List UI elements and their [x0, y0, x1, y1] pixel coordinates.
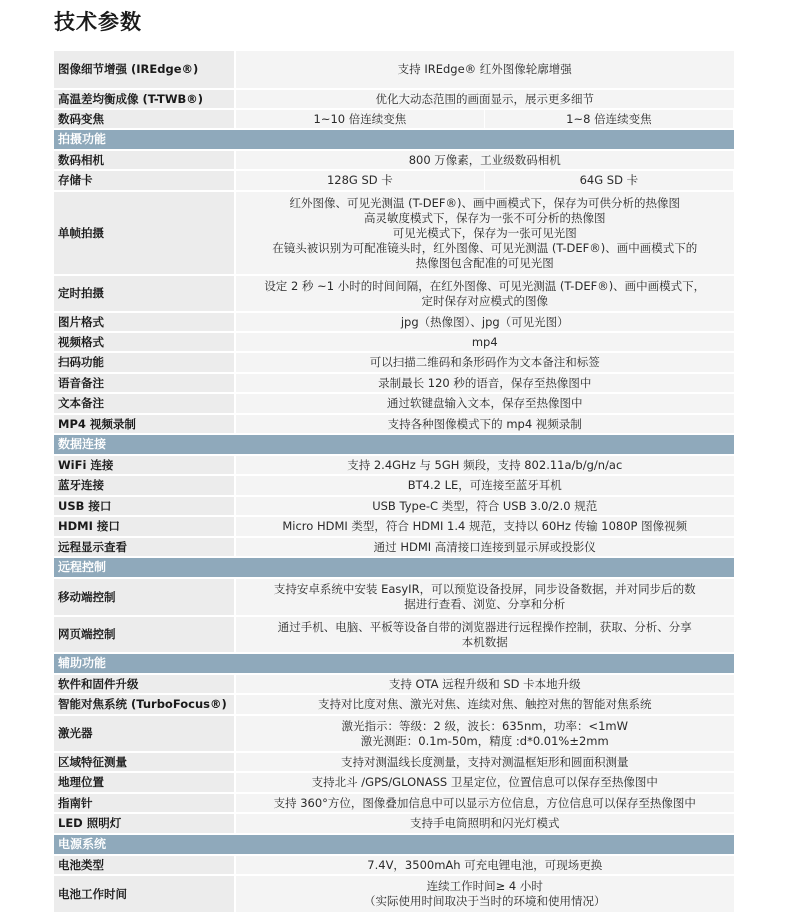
spec-label: 软件和固件升级 [54, 674, 235, 694]
spec-label: 激光器 [54, 715, 235, 752]
spec-label: 图像细节增强 (IREdge®) [54, 51, 235, 89]
spec-label: 单帧拍摄 [54, 191, 235, 275]
section-title: 拍摄功能 [54, 129, 734, 150]
spec-label: 智能对焦系统 (TurboFocus®) [54, 694, 235, 715]
spec-row [54, 674, 734, 694]
spec-row [54, 332, 734, 352]
spec-label: 指南针 [54, 793, 235, 813]
spec-label: 数码相机 [54, 150, 235, 170]
spec-row [54, 578, 734, 616]
spec-row [54, 537, 734, 557]
spec-label: 高温差均衡成像 (T-TWB®) [54, 89, 235, 109]
spec-value: 通过软键盘输入文本，保存至热像图中 [235, 393, 734, 414]
spec-row [54, 414, 734, 434]
spec-value: 支持北斗 /GPS/GLONASS 卫星定位，位置信息可以保存至热像图中 [235, 772, 734, 793]
section-title: 辅助功能 [54, 653, 734, 674]
spec-row [54, 373, 734, 393]
spec-row [54, 170, 734, 191]
spec-row [54, 312, 734, 332]
section-title: 远程控制 [54, 557, 734, 578]
spec-row [54, 475, 734, 496]
spec-value: 红外图像、可见光测温 (T-DEF®)、画中画模式下，保存为可供分析的热像图 高灵敏度模式下，保存为一张不可分析的热像图 可见光模式下，保存为一张可见光图 在镜头被识别为可配准镜头时，红外图像、可见光测温 (T-DEF®)、画中画模式下的 热像图包含配准的可见光图 [235, 191, 734, 275]
section-title: 电源系统 [54, 834, 734, 855]
spec-row [54, 275, 734, 312]
spec-value: 支持 OTA 远程升级和 SD 卡本地升级 [235, 674, 734, 694]
spec-value: 设定 2 秒 ~1 小时的时间间隔，在红外图像、可见光测温 (T-DEF®)、画中画模式下， 定时保存对应模式的图像 [235, 275, 734, 312]
spec-value: 支持 IREdge® 红外图像轮廓增强 [235, 51, 734, 89]
spec-row [54, 51, 734, 89]
spec-label: WiFi 连接 [54, 455, 235, 475]
spec-row [54, 393, 734, 414]
spec-row [54, 772, 734, 793]
spec-value: 128G SD 卡 [235, 170, 484, 191]
spec-row [54, 496, 734, 516]
section-header [54, 129, 734, 150]
spec-label: 区域特征测量 [54, 752, 235, 772]
spec-row [54, 855, 734, 875]
spec-value: 800 万像素，工业级数码相机 [235, 150, 734, 170]
spec-label: 视频格式 [54, 332, 235, 352]
spec-row [54, 694, 734, 715]
spec-label: 定时拍摄 [54, 275, 235, 312]
spec-value: 优化大动态范围的画面显示，展示更多细节 [235, 89, 734, 109]
spec-row [54, 455, 734, 475]
section-header [54, 557, 734, 578]
spec-value: 连续工作时间≥ 4 小时 （实际使用时间取决于当时的环境和使用情况） [235, 875, 734, 913]
spec-label: LED 照明灯 [54, 813, 235, 834]
section-title: 数据连接 [54, 434, 734, 455]
spec-value: 支持对比度对焦、激光对焦、连续对焦、触控对焦的智能对焦系统 [235, 694, 734, 715]
spec-label: 移动端控制 [54, 578, 235, 616]
spec-row [54, 752, 734, 772]
spec-label: 蓝牙连接 [54, 475, 235, 496]
spec-value: 支持 2.4GHz 与 5GH 频段，支持 802.11a/b/g/n/ac [235, 455, 734, 475]
spec-value: 通过 HDMI 高清接口连接到显示屏或投影仪 [235, 537, 734, 557]
spec-value: 1~8 倍连续变焦 [484, 109, 733, 129]
spec-row [54, 89, 734, 109]
spec-value: 支持各种图像模式下的 mp4 视频录制 [235, 414, 734, 434]
spec-value: USB Type-C 类型，符合 USB 3.0/2.0 规范 [235, 496, 734, 516]
section-header [54, 653, 734, 674]
spec-row [54, 793, 734, 813]
spec-row [54, 191, 734, 275]
spec-label: 远程显示查看 [54, 537, 235, 557]
spec-value: 激光指示：等级：2 级，波长：635nm，功率：<1mW 激光测距：0.1m-50m，精度 :d*0.01%±2mm [235, 715, 734, 752]
spec-label: MP4 视频录制 [54, 414, 235, 434]
spec-label: USB 接口 [54, 496, 235, 516]
spec-row [54, 352, 734, 373]
spec-value: 录制最长 120 秒的语音，保存至热像图中 [235, 373, 734, 393]
spec-value: 通过手机、电脑、平板等设备自带的浏览器进行远程操作控制，获取、分析、分享 本机数据 [235, 616, 734, 653]
spec-value: jpg（热像图）、jpg（可见光图） [235, 312, 734, 332]
spec-value: 支持对测温线长度测量，支持对测温框矩形和圆面积测量 [235, 752, 734, 772]
spec-row [54, 715, 734, 752]
spec-value: 64G SD 卡 [484, 170, 733, 191]
section-header [54, 834, 734, 855]
section-header [54, 434, 734, 455]
spec-row [54, 150, 734, 170]
spec-value: 支持手电筒照明和闪光灯模式 [235, 813, 734, 834]
spec-value: Micro HDMI 类型，符合 HDMI 1.4 规范，支持以 60Hz 传输 1080P 图像视频 [235, 516, 734, 537]
spec-label: 电池工作时间 [54, 875, 235, 913]
spec-label: 电池类型 [54, 855, 235, 875]
spec-row [54, 616, 734, 653]
spec-row [54, 109, 734, 129]
spec-table [54, 51, 734, 914]
spec-value: 7.4V，3500mAh 可充电锂电池，可现场更换 [235, 855, 734, 875]
spec-row [54, 813, 734, 834]
spec-value: BT4.2 LE，可连接至蓝牙耳机 [235, 475, 734, 496]
spec-label: 文本备注 [54, 393, 235, 414]
spec-label: 图片格式 [54, 312, 235, 332]
spec-value: mp4 [235, 332, 734, 352]
spec-label: 数码变焦 [54, 109, 235, 129]
spec-label: HDMI 接口 [54, 516, 235, 537]
page-title: 技术参数 [54, 10, 142, 34]
spec-label: 扫码功能 [54, 352, 235, 373]
spec-label: 网页端控制 [54, 616, 235, 653]
spec-value: 支持安卓系统中安装 EasyIR，可以预览设备投屏，同步设备数据，并对同步后的数 据进行查看、浏览、分享和分析 [235, 578, 734, 616]
spec-value: 可以扫描二维码和条形码作为文本备注和标签 [235, 352, 734, 373]
spec-label: 语音备注 [54, 373, 235, 393]
spec-row [54, 516, 734, 537]
spec-row [54, 875, 734, 913]
spec-label: 地理位置 [54, 772, 235, 793]
spec-value: 支持 360°方位，图像叠加信息中可以显示方位信息，方位信息可以保存至热像图中 [235, 793, 734, 813]
spec-label: 存储卡 [54, 170, 235, 191]
spec-value: 1~10 倍连续变焦 [235, 109, 484, 129]
